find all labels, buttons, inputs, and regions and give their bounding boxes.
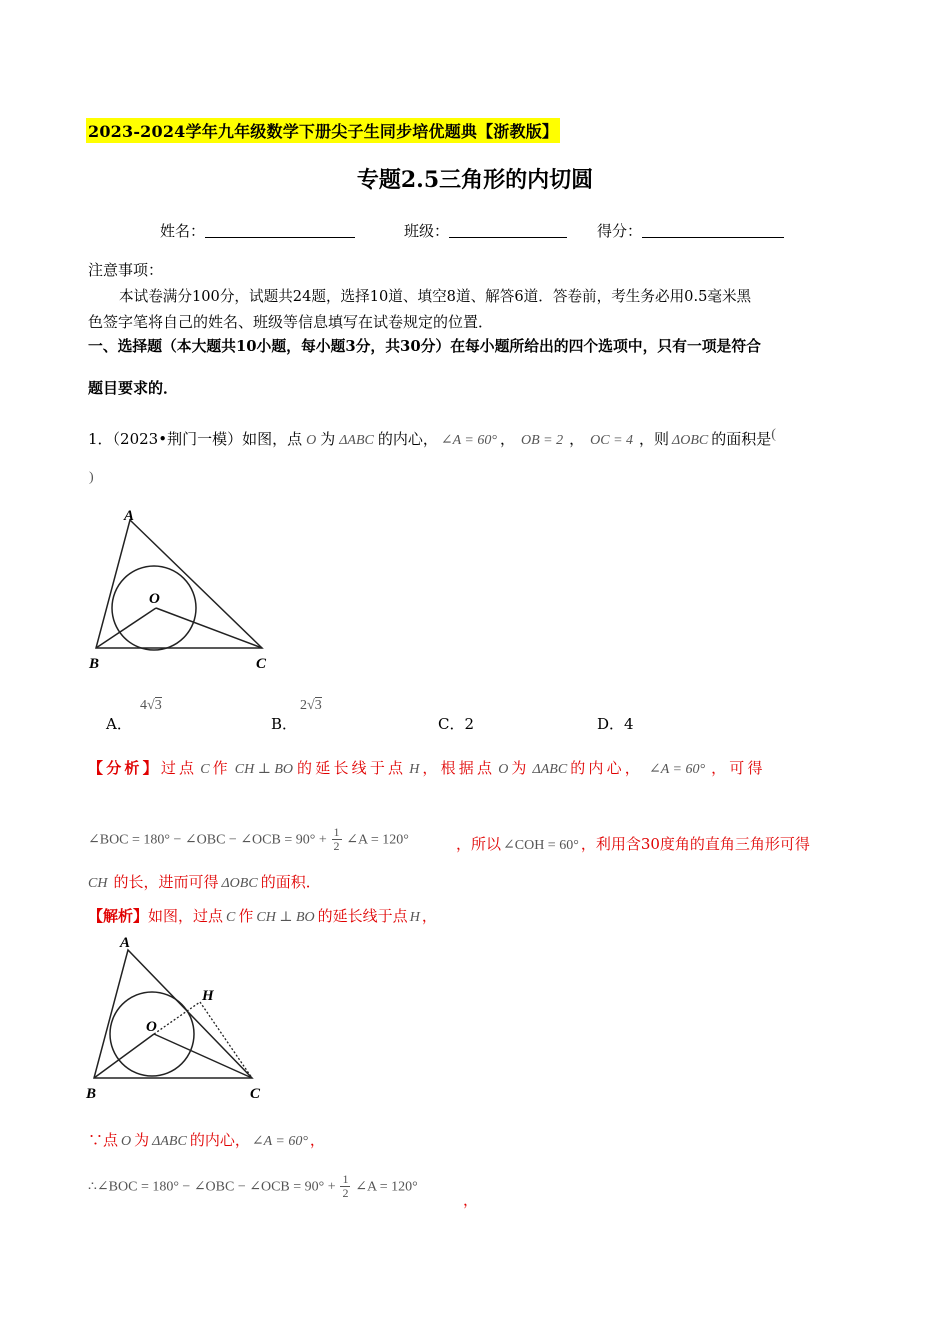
analysis-angle-a: ∠A = 60°	[649, 762, 706, 777]
q-comma-2: ，	[569, 430, 585, 448]
step-frac-den: 2	[342, 1186, 349, 1200]
step-text-wei: 为	[134, 1131, 150, 1149]
label-a-2: A	[120, 935, 131, 951]
analysis-line-1	[88, 758, 864, 780]
step-point-o: O	[121, 1134, 132, 1149]
option-a[interactable]	[106, 713, 132, 734]
triangle-abc: ΔABC	[339, 433, 374, 448]
solution-tag: 【解析】	[88, 907, 149, 925]
analysis-tag: 【分析】	[88, 759, 161, 777]
step-because-text: ∵点	[88, 1131, 119, 1149]
step-because	[88, 1130, 325, 1152]
analysis-triangle-obc: ΔOBC	[221, 876, 258, 891]
step-therefore	[88, 1173, 418, 1200]
analysis-line-2-text	[456, 834, 810, 856]
step-therefore-symbol: ∴	[88, 1179, 97, 1195]
solution-point-h: H	[409, 910, 420, 925]
analysis-text-7: ，可得	[711, 759, 766, 777]
solution-ch-perp-bo: CH ⊥ BO	[256, 910, 315, 925]
section-heading-line-1: 一、选择题（本大题共10小题，每小题3分，共30分）在每小题所给出的四个选项中，只有一项是符合	[88, 338, 761, 355]
option-b-value: 2√3	[300, 698, 322, 713]
q-comma-1: ，	[499, 430, 515, 448]
analysis-text-3: 的延长线于点	[297, 759, 407, 777]
option-b-radicand: 3	[314, 698, 322, 713]
page-title: 专题2.5三角形的内切圆	[356, 167, 594, 193]
figure-1-triangle-incircle	[84, 500, 284, 680]
paren-open: (	[771, 427, 776, 442]
option-a-radicand: 3	[154, 698, 162, 713]
analysis-fraction	[332, 826, 342, 853]
option-a-coef: 4	[140, 698, 147, 713]
analysis-text-6: 的内心，	[570, 759, 643, 777]
option-a-label: A．	[106, 715, 132, 733]
score-blank[interactable]	[642, 223, 784, 238]
segment-oc: OC = 4	[590, 433, 634, 448]
step-comma-2: ，	[463, 1191, 479, 1209]
figure-2-triangle-with-h	[80, 930, 280, 1110]
step-comma: ，	[309, 1131, 325, 1149]
class-blank[interactable]	[449, 223, 567, 238]
analysis-line-2	[88, 826, 409, 853]
label-o-2: O	[146, 1019, 157, 1035]
option-d[interactable]	[597, 713, 634, 734]
segment-oc-line	[156, 608, 262, 648]
angle-a: ∠A = 60°	[440, 433, 497, 448]
segment-ob-line-2	[94, 1034, 154, 1078]
analysis-point-h: H	[409, 762, 420, 777]
incircle	[112, 566, 196, 650]
class-label: 班级：	[404, 222, 450, 240]
q-text-wei: 为	[320, 430, 336, 448]
label-c-2: C	[250, 1086, 261, 1102]
score-label: 得分：	[597, 222, 643, 240]
notice-line-1: 本试卷满分100分，试题共24题，选择10道、填空8道、解答6道．答卷前，考生务必用0.5毫米黑	[119, 288, 752, 305]
option-b-coef: 2	[300, 698, 307, 713]
point-o: O	[306, 433, 317, 448]
step-fraction	[340, 1173, 350, 1200]
analysis-ch: CH	[88, 876, 108, 891]
solution-text-3: 的延长线于点	[317, 907, 408, 925]
q-text-then: ，则	[639, 430, 670, 448]
step-text-incenter: 的内心，	[189, 1131, 250, 1149]
section-heading-line-2: 题目要求的．	[88, 379, 179, 397]
triangle-obc: ΔOBC	[672, 433, 709, 448]
segment-ob: OB = 2	[521, 433, 564, 448]
analysis-text-2: 作	[212, 759, 231, 777]
triangle-abc-shape	[96, 520, 262, 648]
question-1	[88, 425, 776, 451]
name-field[interactable]	[160, 220, 355, 241]
name-label: 姓名：	[160, 222, 206, 240]
analysis-frac-den: 2	[333, 839, 340, 853]
q-text-area: 的面积是	[711, 430, 772, 448]
solution-text-2: 作	[238, 907, 254, 925]
solution-text-4: ，	[421, 907, 437, 925]
analysis-eq-left: ∠BOC = 180° − ∠OBC − ∠OCB = 90° +	[88, 832, 327, 848]
analysis-point-o: O	[498, 762, 509, 777]
solution-point-c: C	[226, 910, 236, 925]
label-a: A	[124, 508, 135, 524]
option-d-label: D．	[597, 715, 625, 733]
option-c[interactable]	[438, 713, 474, 734]
class-field[interactable]	[404, 220, 567, 241]
label-h-2: H	[202, 988, 214, 1004]
option-b-label: B．	[271, 715, 298, 733]
series-header: 2023-2024学年九年级数学下册尖子生同步培优题典【浙教版】	[86, 118, 560, 143]
analysis-eq-right: ∠A = 120°	[346, 832, 409, 848]
analysis-text-5: 为	[511, 759, 530, 777]
analysis-text-4: ，根据点	[422, 759, 496, 777]
option-d-value: 4	[624, 715, 634, 733]
analysis-line-3	[88, 872, 321, 894]
option-b[interactable]	[271, 713, 297, 734]
analysis-text-11: 的面积．	[260, 873, 321, 891]
label-c: C	[256, 656, 267, 672]
analysis-ch-perp-bo: CH ⊥ BO	[234, 762, 294, 777]
analysis-point-c: C	[200, 762, 210, 777]
notice-line-2: 色签字笔将自己的姓名、班级等信息填写在试卷规定的位置．	[88, 313, 494, 331]
name-blank[interactable]	[205, 223, 355, 238]
solution-line-1	[88, 906, 437, 928]
step-triangle-abc: ΔABC	[152, 1134, 187, 1149]
analysis-frac-num: 1	[333, 825, 340, 839]
analysis-text-9: ，利用含30度角的直角三角形可得	[580, 835, 810, 853]
step-eq-right: ∠A = 120°	[355, 1179, 418, 1195]
analysis-text-8: ，所以	[456, 835, 502, 853]
paren-close: )	[89, 470, 94, 485]
label-b-2: B	[86, 1086, 97, 1102]
option-a-value: 4√3	[140, 698, 162, 713]
analysis-triangle-abc: ΔABC	[532, 762, 568, 777]
step-angle-a: ∠A = 60°	[251, 1134, 308, 1149]
question-number: 1．	[88, 430, 113, 448]
analysis-text-10: 的长，进而可得	[113, 873, 219, 891]
step-frac-num: 1	[342, 1172, 349, 1186]
notice-heading: 注意事项：	[88, 261, 164, 279]
label-o: O	[149, 591, 160, 607]
score-field[interactable]	[597, 220, 784, 241]
q-text-incenter: 的内心，	[377, 430, 438, 448]
analysis-text-1: 过点	[160, 759, 198, 777]
option-c-value: 2	[464, 715, 475, 733]
analysis-angle-coh: ∠COH = 60°	[503, 838, 579, 853]
solution-text-1: 如图，过点	[148, 907, 224, 925]
option-c-label: C．	[438, 715, 465, 733]
label-b: B	[89, 656, 100, 672]
question-source: （2023•荆门一模）如图，点	[112, 430, 303, 448]
step-eq-left: ∠BOC = 180° − ∠OBC − ∠OCB = 90° +	[96, 1179, 336, 1195]
